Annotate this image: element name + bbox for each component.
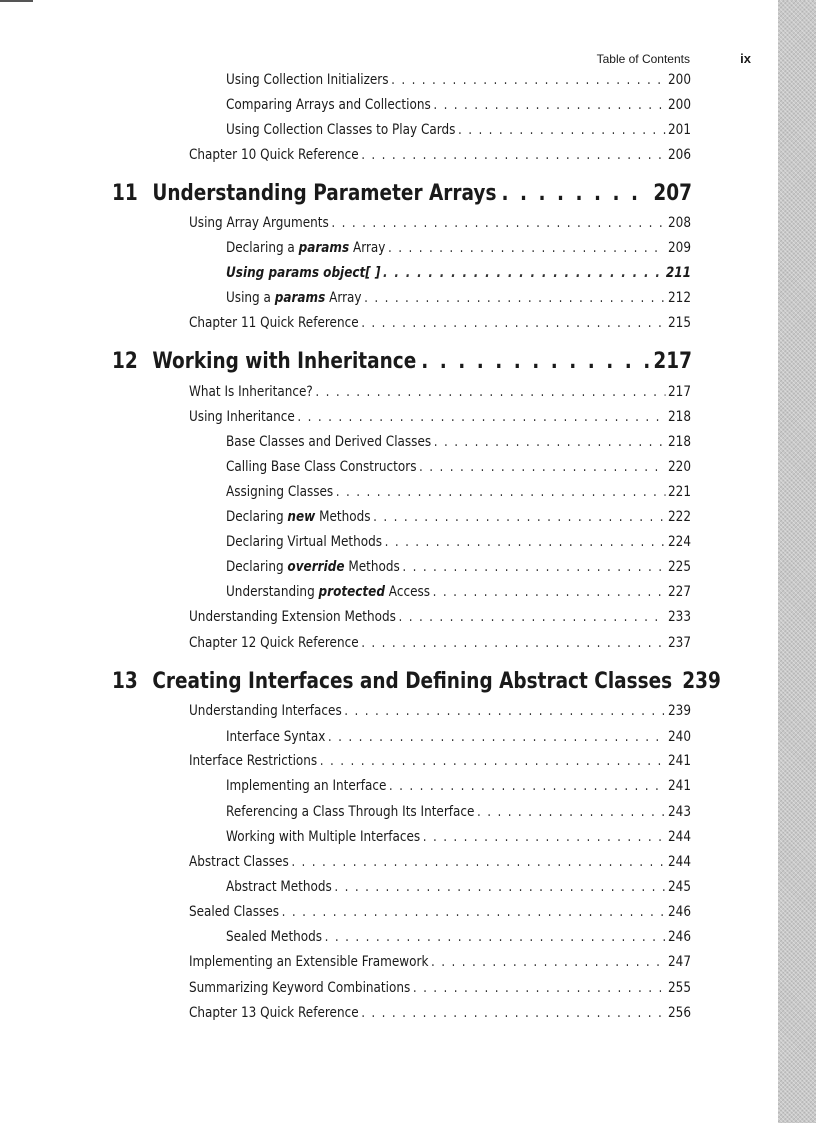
toc-page-number: 244 [668, 854, 691, 870]
toc-title-segment: Using Inheritance [189, 409, 295, 425]
toc-entry-title [152, 180, 496, 208]
toc-entry-title [226, 457, 416, 477]
toc-section-entry[interactable] [189, 607, 691, 627]
dot-leader [373, 507, 665, 527]
toc-title-segment: Understanding Parameter Arrays [152, 181, 497, 206]
toc-page-number: 246 [668, 904, 691, 920]
toc-entry-title [226, 877, 332, 897]
toc-title-segment: Understanding [226, 584, 319, 600]
toc-page-number: 222 [667, 509, 691, 525]
toc-title-segment: Sealed Classes [189, 904, 280, 920]
toc-page-number: 224 [667, 534, 691, 550]
running-head [560, 50, 760, 68]
dot-leader [398, 607, 665, 627]
toc-title-segment: Creating Interfaces and Defining Abstract Classes [152, 669, 673, 694]
toc-title-segment: Declaring Virtual Methods [226, 534, 383, 550]
toc-entry-title [226, 432, 431, 452]
toc-page-number: 206 [668, 147, 691, 163]
toc-subsection-entry[interactable] [226, 727, 691, 747]
toc-title-segment: Declaring [226, 509, 288, 525]
toc-section-entry[interactable] [189, 701, 691, 721]
toc-title-segment: Sealed Methods [226, 929, 323, 945]
dot-leader [334, 877, 665, 897]
dot-leader [419, 457, 665, 477]
toc-subsection-entry[interactable] [226, 532, 691, 552]
dot-leader [361, 633, 665, 653]
toc-entry-title [189, 902, 279, 922]
toc-keyword: new [287, 509, 316, 525]
dot-leader [297, 407, 665, 427]
toc-entry-title [226, 827, 420, 847]
toc-section-entry[interactable] [189, 407, 691, 427]
dot-leader [421, 348, 648, 376]
dot-leader [434, 432, 666, 452]
toc-title-segment: Methods [315, 509, 371, 525]
toc-entry-title [226, 532, 382, 552]
toc-title-segment: Using Collection Initializers [226, 72, 389, 88]
toc-page-number: 225 [667, 559, 691, 575]
toc-entry-title [189, 213, 329, 233]
toc-page-number: 209 [667, 240, 691, 256]
toc-title-segment: Array [325, 290, 362, 306]
toc-title-segment: Working with Multiple Interfaces [226, 829, 421, 845]
toc-entry-title [226, 727, 325, 747]
toc-entry-title [152, 668, 672, 696]
toc-title-segment: Assigning Classes [226, 484, 334, 500]
toc-subsection-entry[interactable] [226, 557, 691, 577]
toc-entry-title [189, 952, 428, 972]
toc-subsection-entry[interactable] [226, 582, 691, 602]
toc-keyword: params [274, 290, 326, 306]
dot-leader [477, 802, 665, 822]
dot-leader [402, 557, 665, 577]
toc-page-number: 227 [667, 584, 691, 600]
toc-subsection-entry[interactable] [226, 482, 691, 502]
toc-title-segment: Understanding Extension Methods [189, 609, 396, 625]
toc-subsection-entry[interactable] [226, 263, 691, 283]
toc-entry-title [226, 582, 430, 602]
toc-title-segment: Using Collection Classes to Play Cards [226, 122, 456, 138]
dot-leader [320, 751, 666, 771]
toc-section-entry[interactable] [189, 852, 691, 872]
toc-chapter-heading[interactable] [112, 348, 692, 376]
toc-section-entry[interactable] [189, 633, 691, 653]
toc-entry-title [189, 751, 317, 771]
toc-page-number: 217 [653, 349, 692, 374]
dot-leader [291, 852, 665, 872]
page-edge-strip [778, 0, 816, 1123]
dot-leader [331, 213, 665, 233]
dot-leader [344, 701, 665, 721]
toc-title-segment: Interface Syntax [226, 729, 326, 745]
dot-leader [383, 263, 663, 283]
toc-entry-title [189, 382, 313, 402]
toc-subsection-entry[interactable] [226, 457, 691, 477]
toc-page-number: 221 [667, 484, 691, 500]
toc-entry-title [226, 238, 385, 258]
toc-chapter-heading[interactable] [112, 668, 721, 696]
dot-leader [391, 70, 665, 90]
toc-page-number: 217 [668, 384, 691, 400]
toc-title-segment: What Is Inheritance? [189, 384, 313, 400]
toc-title-segment: Implementing an Interface [226, 778, 387, 794]
dot-leader [433, 582, 666, 602]
dot-leader [502, 180, 649, 208]
toc-title-segment: Base Classes and Derived Classes [226, 434, 432, 450]
toc-section-entry[interactable] [189, 213, 691, 233]
toc-entry-title [189, 407, 295, 427]
toc-subsection-entry[interactable] [226, 827, 691, 847]
toc-page-number: 246 [667, 929, 691, 945]
toc-subsection-entry[interactable] [226, 507, 691, 527]
dot-leader [361, 313, 665, 333]
toc-entry-title [226, 120, 455, 140]
toc-title-segment: Declaring a [226, 240, 299, 256]
chapter-number: 11 [112, 181, 138, 206]
toc-page-number: 220 [667, 459, 691, 475]
toc-entry-title [226, 95, 431, 115]
dot-leader [385, 532, 666, 552]
toc-title-segment: Understanding Interfaces [189, 703, 342, 719]
dot-leader [328, 727, 665, 747]
toc-entry-title [226, 557, 400, 577]
chapter-number: 13 [112, 669, 138, 694]
toc-entry-title [226, 70, 389, 90]
toc-page-number: 245 [667, 879, 691, 895]
toc-entry-title [226, 927, 322, 947]
dot-leader [361, 1003, 665, 1023]
dot-leader [325, 927, 666, 947]
toc-entry-title [226, 802, 474, 822]
toc-keyword: override [287, 559, 345, 575]
dot-leader [389, 776, 665, 796]
dot-leader [423, 827, 666, 847]
dot-leader [282, 902, 666, 922]
toc-subsection-entry[interactable] [226, 95, 691, 115]
toc-section-entry[interactable] [189, 978, 691, 998]
toc-title-segment: Working with Inheritance [152, 349, 417, 374]
toc-page-number: 247 [668, 954, 691, 970]
toc-title-segment: Abstract Methods [226, 879, 332, 895]
toc-section-entry[interactable] [189, 382, 691, 402]
dot-leader [458, 120, 665, 140]
toc-entry-title [226, 507, 371, 527]
toc-subsection-entry[interactable] [226, 927, 691, 947]
toc-entry-title [226, 263, 380, 283]
dot-leader [413, 978, 666, 998]
chapter-number: 12 [112, 349, 138, 374]
toc-title-segment: Comparing Arrays and Collections [226, 97, 431, 113]
toc-keyword: protected [318, 584, 385, 600]
toc-title-segment: Access [384, 584, 431, 600]
toc-title-segment: Interface Restrictions [189, 753, 318, 769]
dot-leader [388, 238, 665, 258]
toc-subsection-entry[interactable] [226, 877, 691, 897]
toc-page-number: 244 [667, 829, 691, 845]
dot-leader [315, 382, 665, 402]
toc-page-number: 200 [667, 97, 691, 113]
toc-page-number: 239 [668, 703, 691, 719]
toc-page-number: 218 [667, 434, 691, 450]
toc-title-segment: Declaring [226, 559, 288, 575]
toc-entry-title [152, 348, 416, 376]
toc-section-entry[interactable] [189, 313, 691, 333]
toc-page-number: 240 [667, 729, 691, 745]
toc-page-number: 256 [668, 1005, 691, 1021]
toc-title-segment: Chapter 13 Quick Reference [189, 1005, 359, 1021]
toc-title-segment: Summarizing Keyword Combinations [189, 980, 411, 996]
toc-title-segment: Array [349, 240, 386, 256]
toc-keyword: params object[ ] [268, 265, 381, 281]
toc-title-segment: Chapter 10 Quick Reference [189, 147, 359, 163]
page-corner-mark [0, 0, 33, 2]
toc-page-number: 255 [668, 980, 691, 996]
toc-page-number: 241 [668, 753, 691, 769]
toc-page-number: 218 [668, 409, 691, 425]
toc-title-segment: Methods [344, 559, 400, 575]
toc-section-entry[interactable] [189, 1003, 691, 1023]
toc-entry-title [189, 852, 289, 872]
toc-subsection-entry[interactable] [226, 776, 691, 796]
toc-subsection-entry[interactable] [226, 238, 691, 258]
toc-page-number: 239 [682, 669, 721, 694]
toc-page-number: 200 [667, 72, 691, 88]
toc-page-number: 211 [665, 265, 691, 281]
toc-page-number: 207 [653, 181, 692, 206]
toc-title-segment: Referencing a Class Through Its Interface [226, 804, 475, 820]
toc-subsection-entry[interactable] [226, 120, 691, 140]
toc-entry-title [189, 313, 359, 333]
toc-subsection-entry[interactable] [226, 802, 691, 822]
toc-entry-title [189, 607, 396, 627]
toc-title-segment: Using Array Arguments [189, 215, 329, 231]
toc-keyword: params [298, 240, 350, 256]
dot-leader [336, 482, 666, 502]
toc-section-entry[interactable] [189, 751, 691, 771]
toc-subsection-entry[interactable] [226, 432, 691, 452]
toc-entry-title [226, 288, 362, 308]
dot-leader [361, 145, 665, 165]
toc-title-segment: Using [226, 265, 269, 281]
dot-leader [431, 952, 665, 972]
toc-page-number: 215 [668, 315, 691, 331]
toc-subsection-entry[interactable] [226, 288, 691, 308]
toc-section-entry[interactable] [189, 145, 691, 165]
toc-page-number: 237 [668, 635, 691, 651]
toc-entry-title [189, 145, 359, 165]
toc-page-number: 208 [668, 215, 691, 231]
toc-chapter-heading[interactable] [112, 180, 692, 208]
toc-subsection-entry[interactable] [226, 70, 691, 90]
toc-entry-title [226, 776, 386, 796]
toc-entry-title [226, 482, 333, 502]
toc-page-number: 233 [668, 609, 691, 625]
running-head-title: Table of Contents [596, 52, 690, 66]
toc-entry-title [189, 978, 410, 998]
toc-section-entry[interactable] [189, 902, 691, 922]
toc-entry-title [189, 633, 359, 653]
toc-entry-title [189, 1003, 359, 1023]
toc-title-segment: Chapter 11 Quick Reference [189, 315, 359, 331]
toc-page-number: 241 [667, 778, 691, 794]
toc-entry-title [189, 701, 342, 721]
toc-page-number: 212 [667, 290, 691, 306]
toc-page-number: 243 [667, 804, 691, 820]
toc-title-segment: Abstract Classes [189, 854, 289, 870]
toc-section-entry[interactable] [189, 952, 691, 972]
toc-title-segment: Using a [226, 290, 275, 306]
running-head-page-number: ix [740, 51, 751, 66]
toc-title-segment: Calling Base Class Constructors [226, 459, 417, 475]
dot-leader [364, 288, 665, 308]
toc-page-number: 201 [667, 122, 691, 138]
dot-leader [433, 95, 665, 115]
toc-title-segment: Chapter 12 Quick Reference [189, 635, 359, 651]
toc-title-segment: Implementing an Extensible Framework [189, 954, 429, 970]
